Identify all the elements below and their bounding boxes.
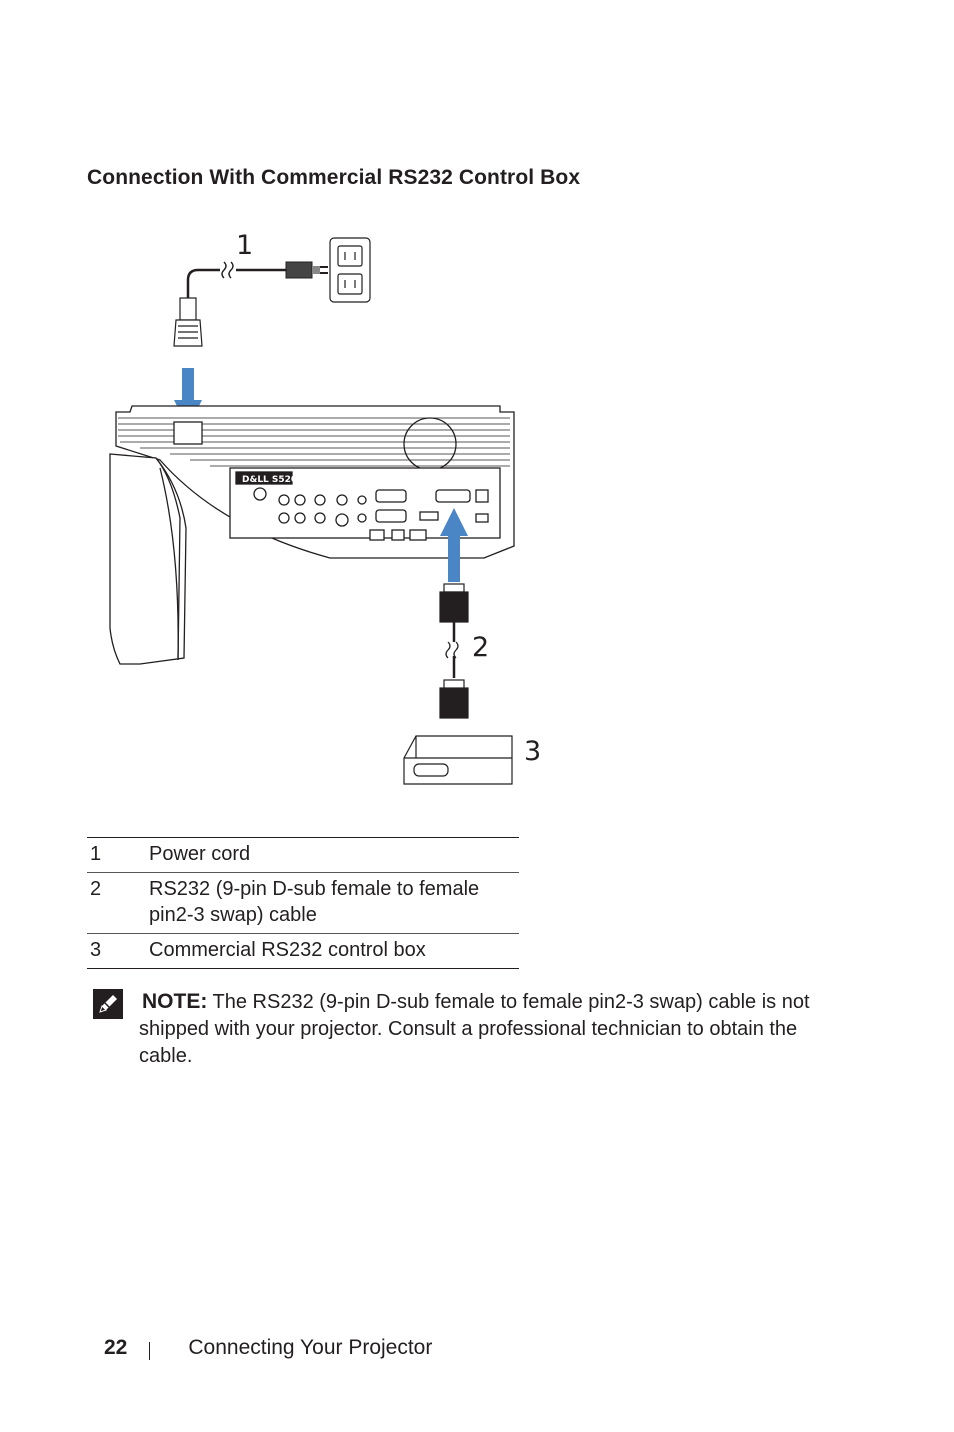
connection-diagram	[100, 228, 550, 793]
rs232-cable-icon	[440, 584, 468, 718]
legend-number: 3	[90, 939, 102, 961]
legend-text: Power cord	[149, 843, 251, 865]
legend-row	[87, 838, 519, 872]
legend-table	[87, 837, 519, 969]
legend-number: 1	[90, 843, 102, 865]
wall-outlet-icon	[330, 238, 370, 302]
projector-connection-illustration	[100, 228, 550, 793]
iec-connector-icon	[174, 298, 202, 346]
callout-3: 3	[524, 736, 542, 767]
page-footer	[104, 1336, 432, 1360]
power-cord-line	[188, 262, 286, 298]
note-label: NOTE:	[142, 990, 208, 1013]
note-block	[92, 988, 832, 1070]
section-title: Connection With Commercial RS232 Control Box	[87, 166, 581, 189]
note-body: The RS232 (9-pin D-sub female to female pin2-3 swap) cable is not shipped with your projector. Consult a professional technician to obtain the cable.	[139, 991, 810, 1067]
callout-2: 2	[472, 632, 490, 663]
callout-1: 1	[236, 230, 254, 261]
note-pencil-icon	[92, 988, 124, 1020]
legend-text: RS232 (9-pin D-sub female to female pin2-3 swap) cable	[149, 878, 480, 926]
footer-divider	[149, 1342, 150, 1360]
page-number: 22	[104, 1336, 128, 1359]
legend-number: 2	[90, 878, 102, 900]
legend-text: Commercial RS232 control box	[149, 939, 426, 961]
chapter-title: Connecting Your Projector	[188, 1336, 433, 1359]
legend-row	[87, 872, 519, 933]
control-box-icon	[404, 736, 512, 784]
note-text	[139, 988, 832, 1070]
legend-row	[87, 933, 519, 968]
projector-brand-label: D&LL S520	[242, 475, 298, 485]
power-plug-icon	[286, 262, 328, 278]
